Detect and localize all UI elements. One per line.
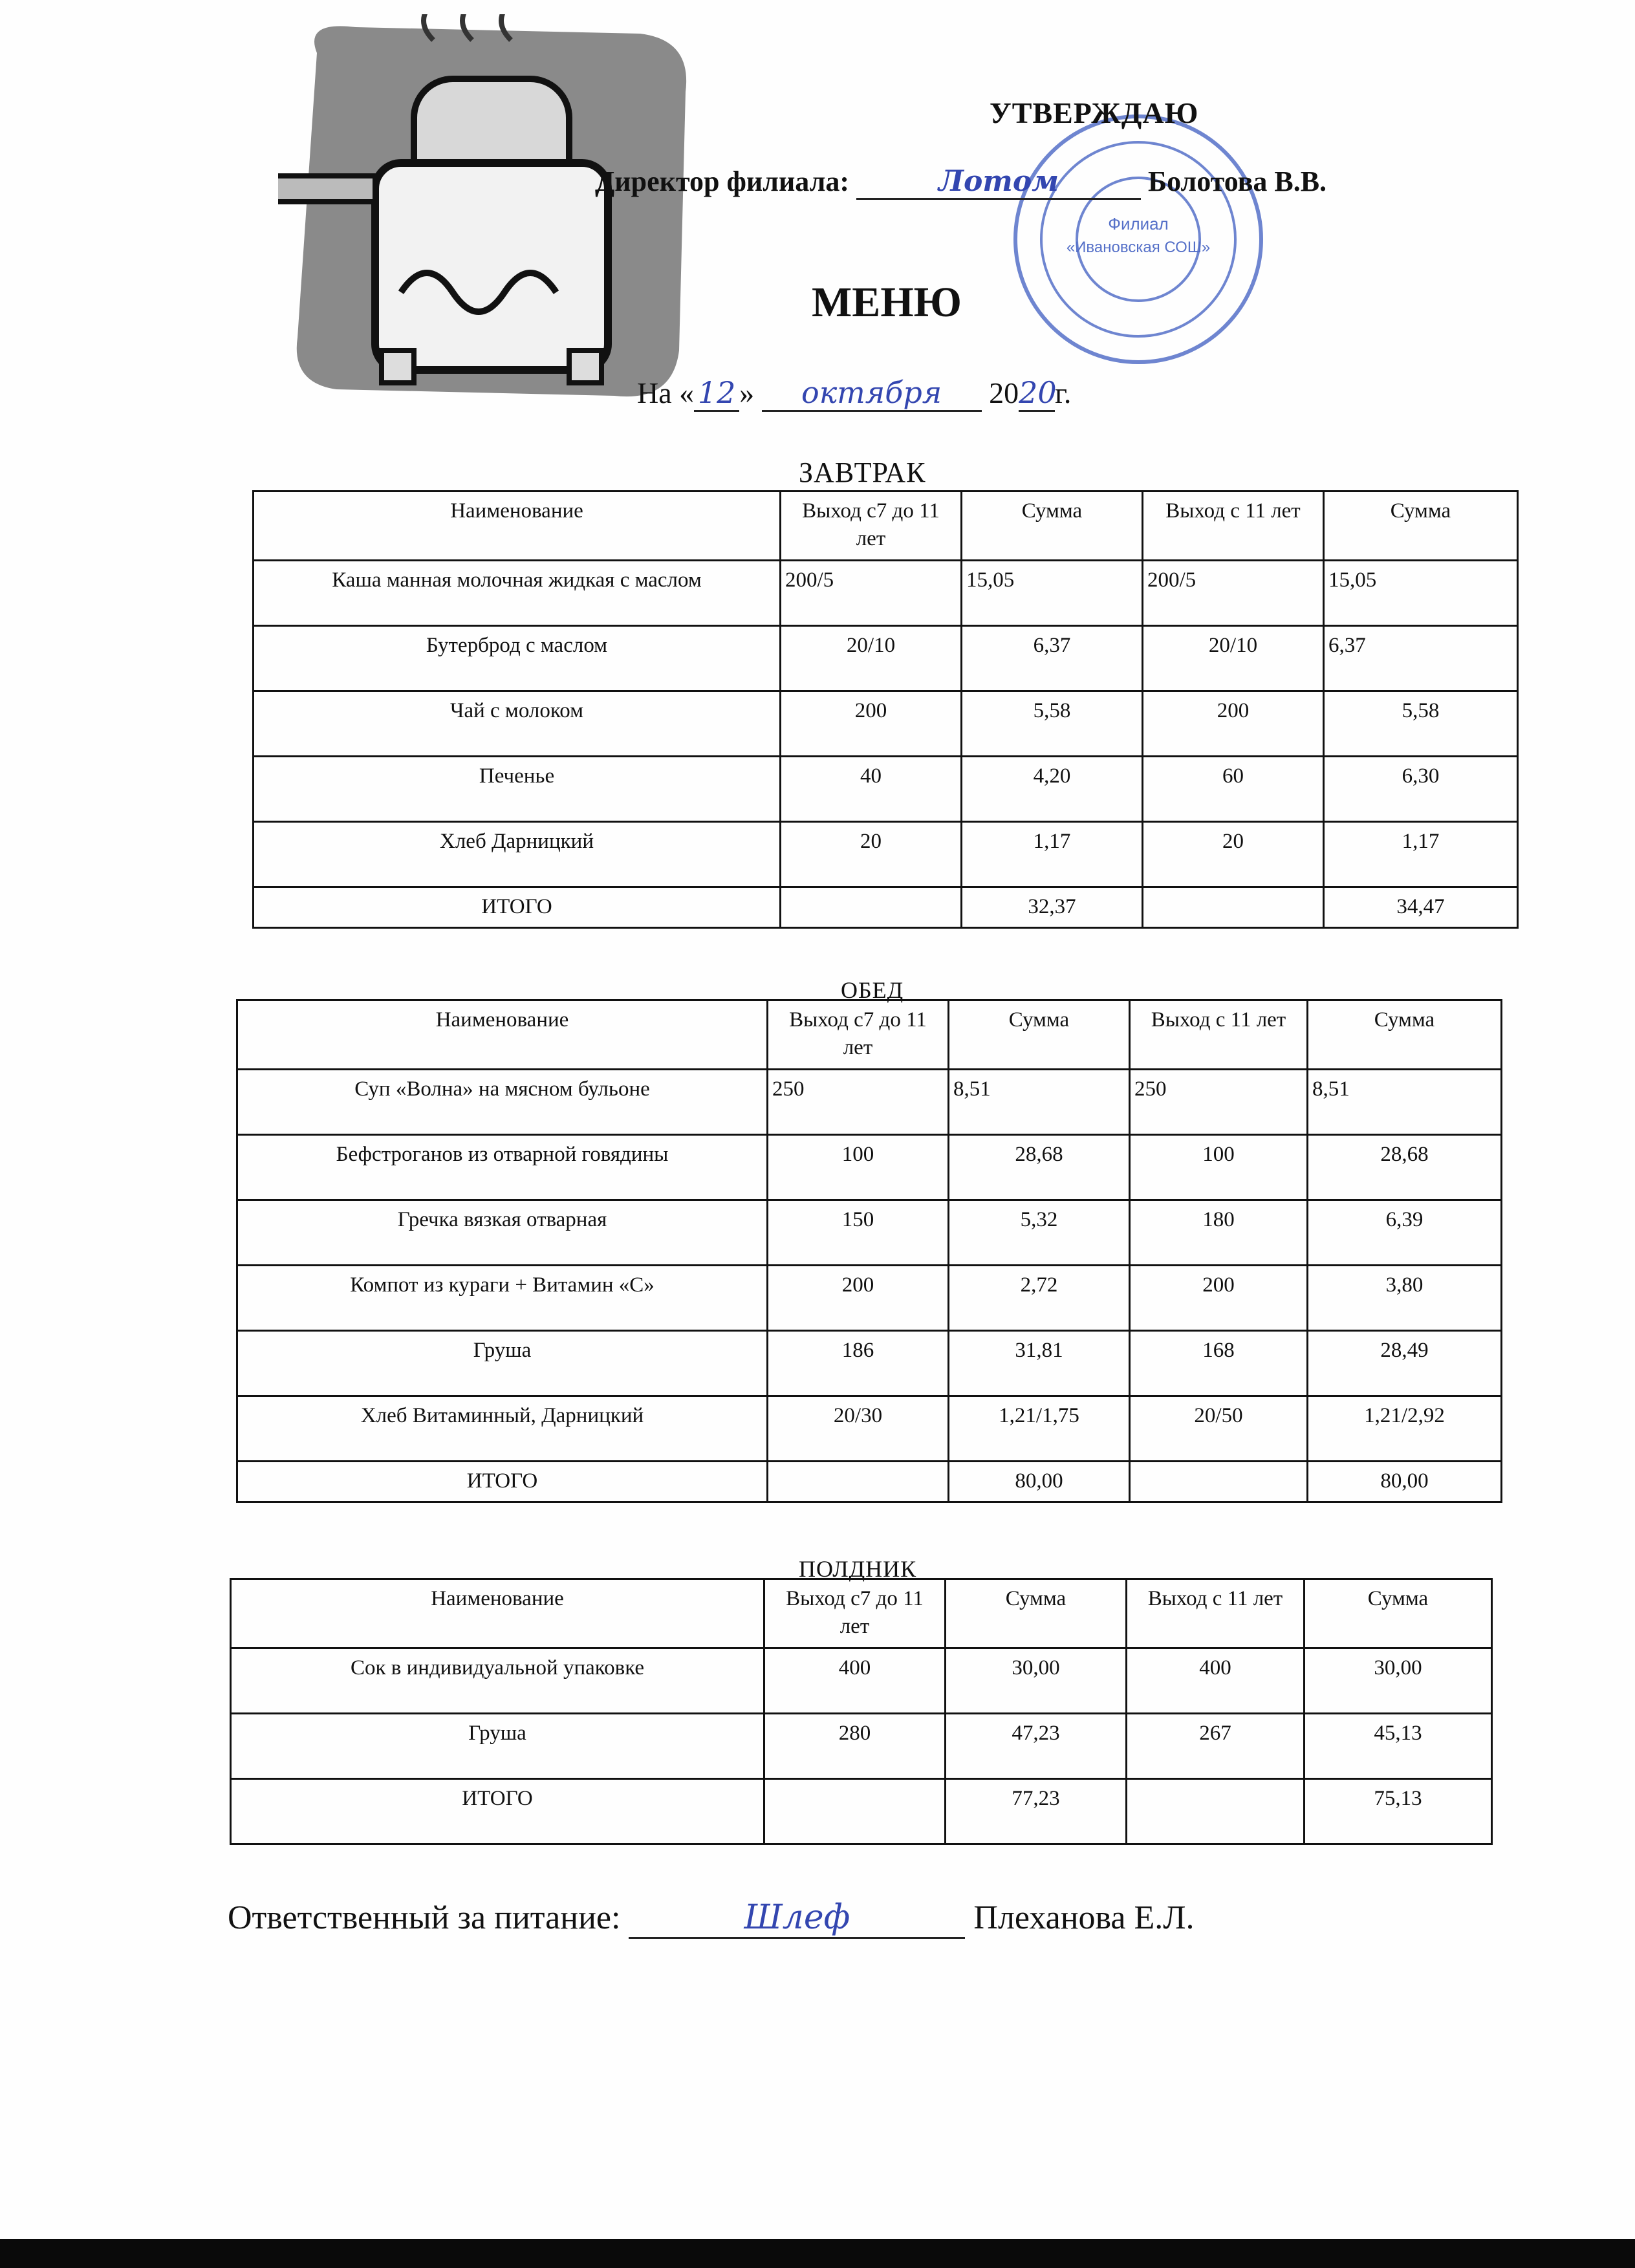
table-row (237, 1135, 1502, 1200)
column-header: Выход с 11 лет (1130, 1000, 1308, 1070)
total-empty (1130, 1462, 1308, 1502)
dish-name: Чай с молоком (254, 691, 781, 757)
lunch-table (236, 999, 1502, 1503)
snack-title: ПОЛДНИК (799, 1556, 917, 1582)
portion-7-11: 20/30 (768, 1396, 949, 1462)
portion-7-11: 280 (764, 1714, 946, 1779)
table-total-row (237, 1462, 1502, 1502)
responsible-signature: Шлеф (744, 1898, 850, 1937)
page-title: МЕНЮ (812, 279, 962, 326)
date-prefix: На « (637, 376, 695, 409)
dish-name: Компот из кураги + Витамин «С» (237, 1266, 768, 1331)
date-month-field (762, 375, 982, 412)
price-11-plus: 5,58 (1324, 691, 1518, 757)
portion-11-plus: 250 (1130, 1070, 1308, 1135)
portion-11-plus: 200 (1130, 1266, 1308, 1331)
date-mid: » (739, 376, 755, 409)
lunch-title: ОБЕД (841, 977, 904, 1003)
column-header: Наименование (231, 1579, 764, 1648)
total-7-11: 80,00 (949, 1462, 1130, 1502)
dish-name: Груша (237, 1331, 768, 1396)
table-row (237, 1331, 1502, 1396)
total-label: ИТОГО (231, 1779, 764, 1844)
table-header-row (254, 491, 1518, 561)
approve-heading: УТВЕРЖДАЮ (990, 96, 1199, 129)
dish-name: Хлеб Витаминный, Дарницкий (237, 1396, 768, 1462)
table-header-row (237, 1000, 1502, 1070)
portion-11-plus: 168 (1130, 1331, 1308, 1396)
column-header: Сумма (962, 491, 1143, 561)
total-label: ИТОГО (254, 887, 781, 928)
portion-7-11: 200/5 (781, 561, 962, 626)
responsible-line (228, 1898, 1195, 1939)
total-empty (1127, 1779, 1305, 1844)
portion-7-11: 100 (768, 1135, 949, 1200)
total-empty (768, 1462, 949, 1502)
price-11-plus: 6,39 (1308, 1200, 1502, 1266)
portion-11-plus: 200/5 (1143, 561, 1324, 626)
toaster-illustration (278, 14, 718, 402)
price-11-plus: 6,30 (1324, 757, 1518, 822)
date-year-prefix: 20 (989, 376, 1019, 409)
stamp-line-1: Филиал (1108, 214, 1169, 233)
dish-name: Сок в индивидуальной упаковке (231, 1648, 764, 1714)
price-11-plus: 28,68 (1308, 1135, 1502, 1200)
portion-11-plus: 200 (1143, 691, 1324, 757)
table-row (254, 757, 1518, 822)
portion-11-plus: 100 (1130, 1135, 1308, 1200)
total-11-plus: 75,13 (1305, 1779, 1492, 1844)
total-11-plus: 34,47 (1324, 887, 1518, 928)
column-header: Выход с 11 лет (1127, 1579, 1305, 1648)
price-7-11: 47,23 (946, 1714, 1127, 1779)
portion-7-11: 40 (781, 757, 962, 822)
total-11-plus: 80,00 (1308, 1462, 1502, 1502)
table-row (237, 1396, 1502, 1462)
dish-name: Бефстроганов из отварной говядины (237, 1135, 768, 1200)
total-empty (781, 887, 962, 928)
column-header: Выход с7 до 11 лет (764, 1579, 946, 1648)
dish-name: Печенье (254, 757, 781, 822)
column-header: Сумма (1305, 1579, 1492, 1648)
total-7-11: 77,23 (946, 1779, 1127, 1844)
price-7-11: 30,00 (946, 1648, 1127, 1714)
portion-7-11: 200 (781, 691, 962, 757)
portion-11-plus: 20/50 (1130, 1396, 1308, 1462)
price-7-11: 5,58 (962, 691, 1143, 757)
stamp-seal (1009, 110, 1268, 369)
price-11-plus: 28,49 (1308, 1331, 1502, 1396)
scan-border (0, 2239, 1635, 2268)
director-signature-line (856, 165, 1141, 200)
date-year: 20 (1019, 375, 1057, 410)
column-header: Выход с7 до 11 лет (781, 491, 962, 561)
portion-7-11: 20/10 (781, 626, 962, 691)
portion-11-plus: 180 (1130, 1200, 1308, 1266)
column-header: Выход с7 до 11 лет (768, 1000, 949, 1070)
table-row (237, 1266, 1502, 1331)
responsible-name: Плеханова Е.Л. (973, 1899, 1195, 1936)
portion-11-plus: 267 (1127, 1714, 1305, 1779)
table-total-row (254, 887, 1518, 928)
menu-date (637, 375, 1071, 412)
column-header: Наименование (237, 1000, 768, 1070)
director-line (595, 165, 1326, 200)
director-signature: Лотом (938, 165, 1059, 198)
table-row (237, 1070, 1502, 1135)
snack-table (230, 1578, 1493, 1845)
responsible-signature-line (629, 1898, 965, 1939)
column-header: Сумма (1308, 1000, 1502, 1070)
breakfast-table (252, 490, 1519, 929)
portion-7-11: 250 (768, 1070, 949, 1135)
price-7-11: 31,81 (949, 1331, 1130, 1396)
date-suffix: г. (1055, 376, 1072, 409)
price-11-plus: 45,13 (1305, 1714, 1492, 1779)
total-7-11: 32,37 (962, 887, 1143, 928)
price-7-11: 15,05 (962, 561, 1143, 626)
total-empty (764, 1779, 946, 1844)
price-11-plus: 1,17 (1324, 822, 1518, 887)
portion-11-plus: 400 (1127, 1648, 1305, 1714)
date-year-field (1019, 375, 1055, 412)
price-7-11: 5,32 (949, 1200, 1130, 1266)
column-header: Выход с 11 лет (1143, 491, 1324, 561)
portion-11-plus: 60 (1143, 757, 1324, 822)
dish-name: Суп «Волна» на мясном бульоне (237, 1070, 768, 1135)
dish-name: Груша (231, 1714, 764, 1779)
date-month: октября (801, 375, 942, 410)
date-day-field (694, 375, 739, 412)
director-label: Директор филиала: (595, 166, 850, 197)
price-11-plus: 15,05 (1324, 561, 1518, 626)
column-header: Сумма (949, 1000, 1130, 1070)
table-row (254, 691, 1518, 757)
portion-11-plus: 20/10 (1143, 626, 1324, 691)
price-11-plus: 1,21/2,92 (1308, 1396, 1502, 1462)
dish-name: Каша манная молочная жидкая с маслом (254, 561, 781, 626)
price-11-plus: 30,00 (1305, 1648, 1492, 1714)
stamp-line-2: «Ивановская СОШ» (1066, 239, 1211, 256)
table-row (237, 1200, 1502, 1266)
table-row (231, 1648, 1492, 1714)
price-11-plus: 6,37 (1324, 626, 1518, 691)
column-header: Наименование (254, 491, 781, 561)
responsible-label: Ответственный за питание: (228, 1899, 621, 1936)
dish-name: Бутерброд с маслом (254, 626, 781, 691)
table-row (231, 1714, 1492, 1779)
price-11-plus: 3,80 (1308, 1266, 1502, 1331)
breakfast-title: ЗАВТРАК (799, 457, 926, 488)
portion-7-11: 186 (768, 1331, 949, 1396)
column-header: Сумма (946, 1579, 1127, 1648)
price-7-11: 28,68 (949, 1135, 1130, 1200)
price-7-11: 8,51 (949, 1070, 1130, 1135)
table-total-row (231, 1779, 1492, 1844)
portion-7-11: 150 (768, 1200, 949, 1266)
portion-11-plus: 20 (1143, 822, 1324, 887)
price-7-11: 4,20 (962, 757, 1143, 822)
table-row (254, 626, 1518, 691)
date-day: 12 (697, 375, 736, 410)
price-7-11: 1,17 (962, 822, 1143, 887)
price-7-11: 1,21/1,75 (949, 1396, 1130, 1462)
total-label: ИТОГО (237, 1462, 768, 1502)
portion-7-11: 400 (764, 1648, 946, 1714)
portion-7-11: 20 (781, 822, 962, 887)
portion-7-11: 200 (768, 1266, 949, 1331)
director-name: Болотова В.В. (1148, 166, 1327, 197)
price-7-11: 2,72 (949, 1266, 1130, 1331)
column-header: Сумма (1324, 491, 1518, 561)
table-header-row (231, 1579, 1492, 1648)
table-row (254, 822, 1518, 887)
table-row (254, 561, 1518, 626)
dish-name: Хлеб Дарницкий (254, 822, 781, 887)
price-7-11: 6,37 (962, 626, 1143, 691)
dish-name: Гречка вязкая отварная (237, 1200, 768, 1266)
total-empty (1143, 887, 1324, 928)
price-11-plus: 8,51 (1308, 1070, 1502, 1135)
